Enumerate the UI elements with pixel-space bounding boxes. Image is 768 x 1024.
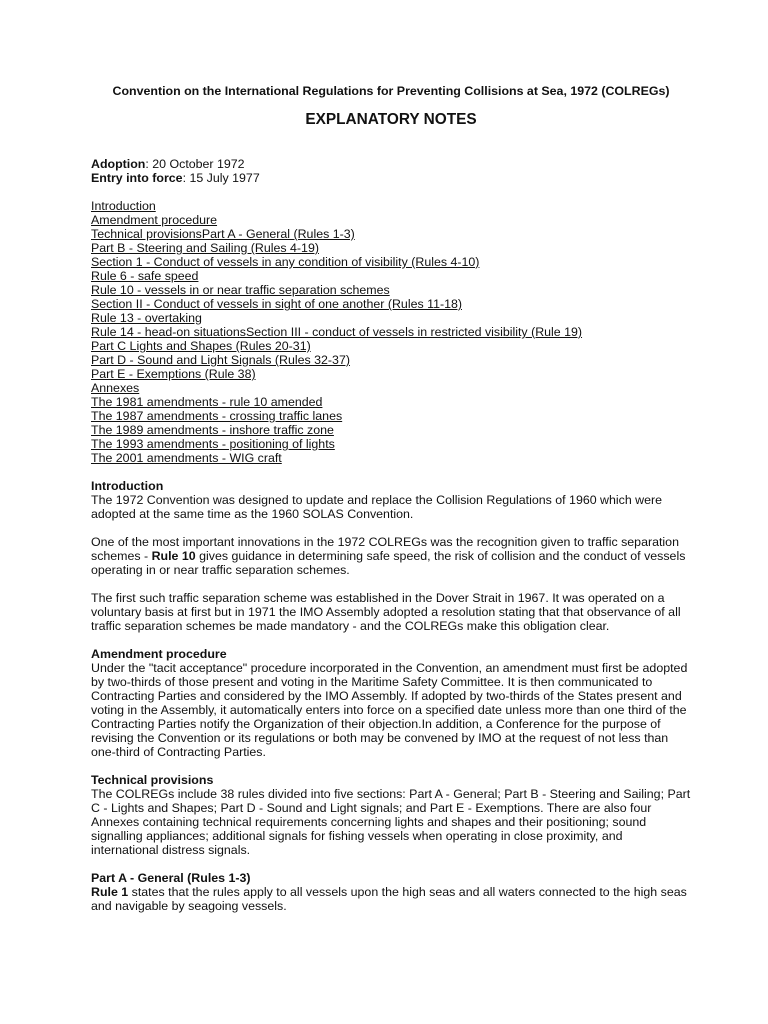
toc-link[interactable]: Annexes	[91, 381, 140, 395]
document-heading: EXPLANATORY NOTES	[305, 111, 477, 128]
entry-into-force-label: Entry into force	[91, 171, 183, 185]
section-heading: Part A - General (Rules 1-3)	[91, 871, 251, 885]
section-heading: Introduction	[91, 479, 164, 493]
toc-link[interactable]: The 2001 amendments - WIG craft	[91, 451, 282, 465]
toc-link[interactable]: Section II - Conduct of vessels in sight of one another (Rules 11-18)	[91, 297, 462, 311]
toc-link[interactable]: Introduction	[91, 199, 156, 213]
paragraph: The 1972 Convention was designed to update and replace the Collision Regulations of 1960 which were adopted at the same time as the 1960 SOLAS Convention.	[91, 493, 663, 521]
toc-link[interactable]: The 1981 amendments - rule 10 amended	[91, 395, 323, 409]
text-run: gives guidance in determining safe speed, the risk of collision and the conduct of vessels operating in or near traffic separation schemes.	[91, 549, 686, 577]
document-title: Convention on the International Regulations for Preventing Collisions at Sea, 1972 (COLREGs)	[112, 84, 670, 98]
section-heading: Technical provisions	[91, 773, 214, 787]
toc-link[interactable]: The 1993 amendments - positioning of lights	[91, 437, 335, 451]
toc-link[interactable]: Rule 14 - head-on situationsSection III - conduct of vessels in restricted visibility (Rule 19)	[91, 325, 583, 339]
text-run: states that the rules apply to all vessels upon the high seas and all waters connected to the high seas and navigable by seagoing vessels.	[91, 885, 687, 913]
adoption-info	[91, 157, 691, 185]
bold-text: Rule 1	[91, 885, 129, 899]
toc-link[interactable]: Part D - Sound and Light Signals (Rules 32-37)	[91, 353, 350, 367]
paragraph	[91, 535, 691, 577]
toc-link[interactable]: The 1987 amendments - crossing traffic lanes	[91, 409, 343, 423]
paragraph: The COLREGs include 38 rules divided into five sections: Part A - General; Part B - Steering and Sailing; Part C - Lights and Shapes; Part D - Sound and Light signals; and Part E - Exemptions. There are also four Annexes containing technical requirements concerning lights and shapes and their positioning; sound signalling appliances; additional signals for fishing vessels when operating in close proximity, and international distress signals.	[91, 787, 691, 857]
entry-into-force-value: : 15 July 1977	[182, 171, 260, 185]
part-a-section	[91, 871, 691, 913]
adoption-line	[91, 157, 691, 171]
amendment-section	[91, 647, 691, 759]
toc-link[interactable]: Amendment procedure	[91, 213, 218, 227]
bold-text: Rule 10	[151, 549, 196, 563]
toc-link[interactable]: Rule 13 - overtaking	[91, 311, 202, 325]
text-run: One of the most important innovations in the 1972 COLREGs was the recognition given to traffic separation schemes -	[91, 535, 679, 563]
document-page	[91, 84, 691, 913]
toc-link[interactable]: Section 1 - Conduct of vessels in any condition of visibility (Rules 4-10)	[91, 255, 480, 269]
toc-link[interactable]: Part C Lights and Shapes (Rules 20-31)	[91, 339, 311, 353]
toc-link[interactable]: Rule 10 - vessels in or near traffic separation schemes	[91, 283, 390, 297]
adoption-value: : 20 October 1972	[145, 157, 245, 171]
entry-into-force-line	[91, 171, 691, 185]
section-heading: Amendment procedure	[91, 647, 227, 661]
table-of-contents	[91, 199, 691, 465]
introduction-section	[91, 479, 691, 633]
toc-link[interactable]: Part B - Steering and Sailing (Rules 4-19)	[91, 241, 319, 255]
technical-provisions-section	[91, 773, 691, 857]
paragraph: Under the "tacit acceptance" procedure incorporated in the Convention, an amendment must first be adopted by two-thirds of those present and voting in the Maritime Safety Committee. It is then communicated to Contracting Parties and considered by the IMO Assembly. If adopted by two-thirds of the States present and voting in the Assembly, it automatically enters into force on a specified date unless more than one third of the Contracting Parties notify the Organization of their objection.In addition, a Conference for the purpose of revising the Convention or its regulations or both may be convened by IMO at the request of not less than one-third of Contracting Parties.	[91, 661, 688, 759]
paragraph: The first such traffic separation scheme was established in the Dover Strait in 1967. It was operated on a voluntary basis at first but in 1971 the IMO Assembly adopted a resolution stating that that observance of all traffic separation schemes be made mandatory - and the COLREGs make this obligation clear.	[91, 591, 681, 633]
toc-link[interactable]: Technical provisionsPart A - General (Rules 1-3)	[91, 227, 355, 241]
toc-link[interactable]: Part E - Exemptions (Rule 38)	[91, 367, 256, 381]
toc-link[interactable]: The 1989 amendments - inshore traffic zone	[91, 423, 334, 437]
paragraph	[91, 885, 691, 913]
toc-link[interactable]: Rule 6 - safe speed	[91, 269, 199, 283]
adoption-label: Adoption	[91, 157, 146, 171]
